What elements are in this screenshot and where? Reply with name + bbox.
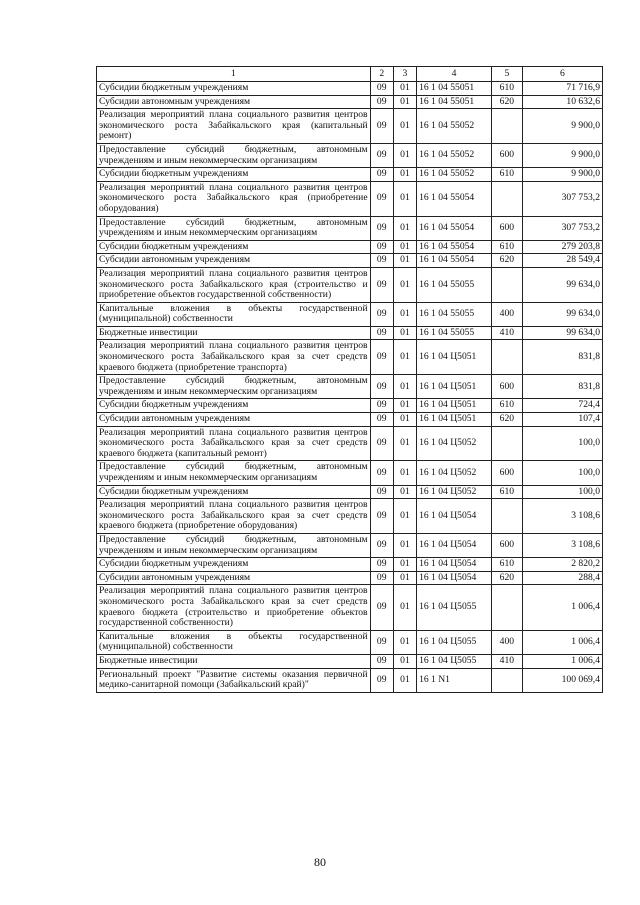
subsection-code-cell: 01	[393, 340, 416, 375]
expense-type-code-cell	[492, 181, 523, 216]
amount-cell: 831,8	[522, 375, 602, 399]
table-row	[97, 654, 603, 668]
subsection-code-cell: 01	[393, 499, 416, 534]
item-name-cell: Реализация мероприятий плана социального развития центров экономического роста Забайкальского края за счет средств краевого бюджета (приобретение оборудования)	[97, 499, 371, 534]
item-name-cell: Капитальные вложения в объекты государственной (муниципальной) собственности	[97, 630, 371, 654]
amount-cell: 3 108,6	[522, 533, 602, 557]
target-article-code-cell: 16 1 04 Ц5051	[417, 413, 492, 427]
expense-type-code-cell: 620	[492, 413, 523, 427]
table-row	[97, 375, 603, 399]
target-article-code-cell: 16 1 04 Ц5052	[417, 461, 492, 485]
amount-cell: 99 634,0	[522, 326, 602, 340]
target-article-code-cell: 16 1 04 55051	[417, 95, 492, 109]
column-header-4: 4	[417, 67, 492, 82]
target-article-code-cell: 16 1 04 Ц5054	[417, 499, 492, 534]
target-article-code-cell: 16 1 04 55054	[417, 240, 492, 254]
item-name-cell: Реализация мероприятий плана социального развития центров экономического роста Забайкальского края за счет средств краевого бюджета (капитальный ремонт)	[97, 426, 371, 461]
target-article-code-cell: 16 1 04 55055	[417, 326, 492, 340]
subsection-code-cell: 01	[393, 654, 416, 668]
expense-type-code-cell	[492, 340, 523, 375]
subsection-code-cell: 01	[393, 240, 416, 254]
target-article-code-cell: 16 1 04 Ц5054	[417, 533, 492, 557]
table-row	[97, 499, 603, 534]
item-name-cell: Предоставление субсидий бюджетным, автономным учреждениям и иным некоммерческим организациям	[97, 143, 371, 167]
amount-cell: 1 006,4	[522, 630, 602, 654]
subsection-code-cell: 01	[393, 95, 416, 109]
target-article-code-cell: 16 1 04 55055	[417, 267, 492, 302]
amount-cell: 1 006,4	[522, 585, 602, 630]
section-code-cell: 09	[370, 302, 393, 326]
subsection-code-cell: 01	[393, 168, 416, 182]
subsection-code-cell: 01	[393, 254, 416, 268]
subsection-code-cell: 01	[393, 585, 416, 630]
section-code-cell: 09	[370, 668, 393, 692]
expense-type-code-cell: 600	[492, 461, 523, 485]
table-row	[97, 109, 603, 144]
expense-type-code-cell: 410	[492, 326, 523, 340]
item-name-cell: Капитальные вложения в объекты государственной (муниципальной) собственности	[97, 302, 371, 326]
item-name-cell: Бюджетные инвестиции	[97, 326, 371, 340]
expense-type-code-cell: 620	[492, 571, 523, 585]
item-name-cell: Субсидии бюджетным учреждениям	[97, 240, 371, 254]
item-name-cell: Предоставление субсидий бюджетным, автономным учреждениям и иным некоммерческим организациям	[97, 375, 371, 399]
table-row	[97, 668, 603, 692]
expense-type-code-cell: 610	[492, 168, 523, 182]
column-header-1: 1	[97, 67, 371, 82]
target-article-code-cell: 16 1 04 Ц5054	[417, 558, 492, 572]
item-name-cell: Реализация мероприятий плана социального развития центров экономического роста Забайкальского края (капитальный ремонт)	[97, 109, 371, 144]
expense-type-code-cell	[492, 499, 523, 534]
subsection-code-cell: 01	[393, 82, 416, 96]
subsection-code-cell: 01	[393, 668, 416, 692]
expense-type-code-cell: 600	[492, 216, 523, 240]
table-row	[97, 168, 603, 182]
item-name-cell: Реализация мероприятий плана социального развития центров экономического роста Забайкальского края (приобретение оборудования)	[97, 181, 371, 216]
item-name-cell: Бюджетные инвестиции	[97, 654, 371, 668]
amount-cell: 99 634,0	[522, 267, 602, 302]
item-name-cell: Предоставление субсидий бюджетным, автономным учреждениям и иным некоммерческим организациям	[97, 216, 371, 240]
expense-type-code-cell	[492, 668, 523, 692]
expense-type-code-cell: 600	[492, 143, 523, 167]
target-article-code-cell: 16 1 04 Ц5052	[417, 426, 492, 461]
section-code-cell: 09	[370, 326, 393, 340]
table-row	[97, 585, 603, 630]
expense-type-code-cell	[492, 426, 523, 461]
section-code-cell: 09	[370, 571, 393, 585]
item-name-cell: Субсидии автономным учреждениям	[97, 571, 371, 585]
subsection-code-cell: 01	[393, 533, 416, 557]
amount-cell: 307 753,2	[522, 181, 602, 216]
subsection-code-cell: 01	[393, 630, 416, 654]
subsection-code-cell: 01	[393, 485, 416, 499]
column-header-3: 3	[393, 67, 416, 82]
target-article-code-cell: 16 1 04 Ц5054	[417, 571, 492, 585]
section-code-cell: 09	[370, 240, 393, 254]
expense-type-code-cell: 620	[492, 254, 523, 268]
target-article-code-cell: 16 1 04 55054	[417, 181, 492, 216]
table-row	[97, 558, 603, 572]
target-article-code-cell: 16 1 N1	[417, 668, 492, 692]
subsection-code-cell: 01	[393, 558, 416, 572]
subsection-code-cell: 01	[393, 375, 416, 399]
target-article-code-cell: 16 1 04 Ц5051	[417, 375, 492, 399]
item-name-cell: Предоставление субсидий бюджетным, автономным учреждениям и иным некоммерческим организациям	[97, 461, 371, 485]
section-code-cell: 09	[370, 216, 393, 240]
amount-cell: 71 716,9	[522, 82, 602, 96]
table-row	[97, 340, 603, 375]
column-header-5: 5	[492, 67, 523, 82]
amount-cell: 10 632,6	[522, 95, 602, 109]
amount-cell: 3 108,6	[522, 499, 602, 534]
amount-cell: 100,0	[522, 461, 602, 485]
table-row	[97, 254, 603, 268]
table-row	[97, 143, 603, 167]
item-name-cell: Субсидии автономным учреждениям	[97, 254, 371, 268]
subsection-code-cell: 01	[393, 461, 416, 485]
expense-type-code-cell	[492, 267, 523, 302]
section-code-cell: 09	[370, 254, 393, 268]
section-code-cell: 09	[370, 630, 393, 654]
table-row	[97, 533, 603, 557]
subsection-code-cell: 01	[393, 426, 416, 461]
expense-type-code-cell	[492, 109, 523, 144]
item-name-cell: Реализация мероприятий плана социального развития центров экономического роста Забайкальского края за счет средств краевого бюджета (приобретение транспорта)	[97, 340, 371, 375]
section-code-cell: 09	[370, 399, 393, 413]
table-body	[97, 82, 603, 693]
amount-cell: 9 900,0	[522, 109, 602, 144]
table-row	[97, 413, 603, 427]
subsection-code-cell: 01	[393, 109, 416, 144]
section-code-cell: 09	[370, 267, 393, 302]
item-name-cell: Субсидии автономным учреждениям	[97, 413, 371, 427]
section-code-cell: 09	[370, 82, 393, 96]
page-number: 80	[314, 855, 326, 869]
table-row	[97, 95, 603, 109]
item-name-cell: Предоставление субсидий бюджетным, автономным учреждениям и иным некоммерческим организациям	[97, 533, 371, 557]
subsection-code-cell: 01	[393, 181, 416, 216]
item-name-cell: Региональный проект "Развитие системы оказания первичной медико-санитарной помощи (Забайкальский край)"	[97, 668, 371, 692]
target-article-code-cell: 16 1 04 55054	[417, 254, 492, 268]
expense-type-code-cell: 610	[492, 485, 523, 499]
amount-cell: 100,0	[522, 426, 602, 461]
section-code-cell: 09	[370, 461, 393, 485]
subsection-code-cell: 01	[393, 326, 416, 340]
amount-cell: 28 549,4	[522, 254, 602, 268]
expense-type-code-cell	[492, 585, 523, 630]
target-article-code-cell: 16 1 04 55055	[417, 302, 492, 326]
amount-cell: 9 900,0	[522, 143, 602, 167]
table-row	[97, 302, 603, 326]
item-name-cell: Реализация мероприятий плана социального развития центров экономического роста Забайкальского края за счет средств краевого бюджета (строительство и приобретение объектов государственной собственности)	[97, 585, 371, 630]
subsection-code-cell: 01	[393, 413, 416, 427]
target-article-code-cell: 16 1 04 Ц5051	[417, 340, 492, 375]
subsection-code-cell: 01	[393, 216, 416, 240]
section-code-cell: 09	[370, 654, 393, 668]
target-article-code-cell: 16 1 04 Ц5051	[417, 399, 492, 413]
table-header	[97, 67, 603, 82]
budget-table	[96, 66, 603, 693]
section-code-cell: 09	[370, 181, 393, 216]
column-header-6: 6	[522, 67, 602, 82]
amount-cell: 724,4	[522, 399, 602, 413]
amount-cell: 307 753,2	[522, 216, 602, 240]
section-code-cell: 09	[370, 585, 393, 630]
target-article-code-cell: 16 1 04 55054	[417, 216, 492, 240]
target-article-code-cell: 16 1 04 55052	[417, 143, 492, 167]
table-row	[97, 267, 603, 302]
target-article-code-cell: 16 1 04 Ц5052	[417, 485, 492, 499]
amount-cell: 1 006,4	[522, 654, 602, 668]
subsection-code-cell: 01	[393, 571, 416, 585]
target-article-code-cell: 16 1 04 Ц5055	[417, 630, 492, 654]
subsection-code-cell: 01	[393, 399, 416, 413]
amount-cell: 100,0	[522, 485, 602, 499]
section-code-cell: 09	[370, 558, 393, 572]
expense-type-code-cell: 610	[492, 558, 523, 572]
table-row	[97, 426, 603, 461]
table-row	[97, 630, 603, 654]
target-article-code-cell: 16 1 04 55051	[417, 82, 492, 96]
section-code-cell: 09	[370, 485, 393, 499]
header-row	[97, 67, 603, 82]
amount-cell: 831,8	[522, 340, 602, 375]
amount-cell: 9 900,0	[522, 168, 602, 182]
column-header-2: 2	[370, 67, 393, 82]
section-code-cell: 09	[370, 499, 393, 534]
subsection-code-cell: 01	[393, 302, 416, 326]
expense-type-code-cell: 610	[492, 82, 523, 96]
amount-cell: 2 820,2	[522, 558, 602, 572]
item-name-cell: Субсидии бюджетным учреждениям	[97, 399, 371, 413]
table-row	[97, 399, 603, 413]
target-article-code-cell: 16 1 04 55052	[417, 168, 492, 182]
expense-type-code-cell: 600	[492, 375, 523, 399]
target-article-code-cell: 16 1 04 Ц5055	[417, 585, 492, 630]
amount-cell: 99 634,0	[522, 302, 602, 326]
amount-cell: 288,4	[522, 571, 602, 585]
section-code-cell: 09	[370, 413, 393, 427]
table-row	[97, 216, 603, 240]
section-code-cell: 09	[370, 168, 393, 182]
table-row	[97, 82, 603, 96]
amount-cell: 100 069,4	[522, 668, 602, 692]
amount-cell: 107,4	[522, 413, 602, 427]
table-row	[97, 326, 603, 340]
target-article-code-cell: 16 1 04 55052	[417, 109, 492, 144]
table-row	[97, 461, 603, 485]
section-code-cell: 09	[370, 143, 393, 167]
table-row	[97, 571, 603, 585]
amount-cell: 279 203,8	[522, 240, 602, 254]
section-code-cell: 09	[370, 533, 393, 557]
expense-type-code-cell: 620	[492, 95, 523, 109]
subsection-code-cell: 01	[393, 143, 416, 167]
item-name-cell: Субсидии бюджетным учреждениям	[97, 168, 371, 182]
table-row	[97, 181, 603, 216]
item-name-cell: Субсидии бюджетным учреждениям	[97, 558, 371, 572]
item-name-cell: Реализация мероприятий плана социального развития центров экономического роста Забайкальского края (строительство и приобретение объектов государственной собственности)	[97, 267, 371, 302]
item-name-cell: Субсидии автономным учреждениям	[97, 95, 371, 109]
item-name-cell: Субсидии бюджетным учреждениям	[97, 82, 371, 96]
expense-type-code-cell: 610	[492, 399, 523, 413]
item-name-cell: Субсидии бюджетным учреждениям	[97, 485, 371, 499]
subsection-code-cell: 01	[393, 267, 416, 302]
section-code-cell: 09	[370, 95, 393, 109]
expense-type-code-cell: 400	[492, 302, 523, 326]
section-code-cell: 09	[370, 340, 393, 375]
section-code-cell: 09	[370, 375, 393, 399]
section-code-cell: 09	[370, 109, 393, 144]
table-row	[97, 485, 603, 499]
target-article-code-cell: 16 1 04 Ц5055	[417, 654, 492, 668]
table-row	[97, 240, 603, 254]
expense-type-code-cell: 600	[492, 533, 523, 557]
section-code-cell: 09	[370, 426, 393, 461]
expense-type-code-cell: 610	[492, 240, 523, 254]
expense-type-code-cell: 410	[492, 654, 523, 668]
expense-type-code-cell: 400	[492, 630, 523, 654]
